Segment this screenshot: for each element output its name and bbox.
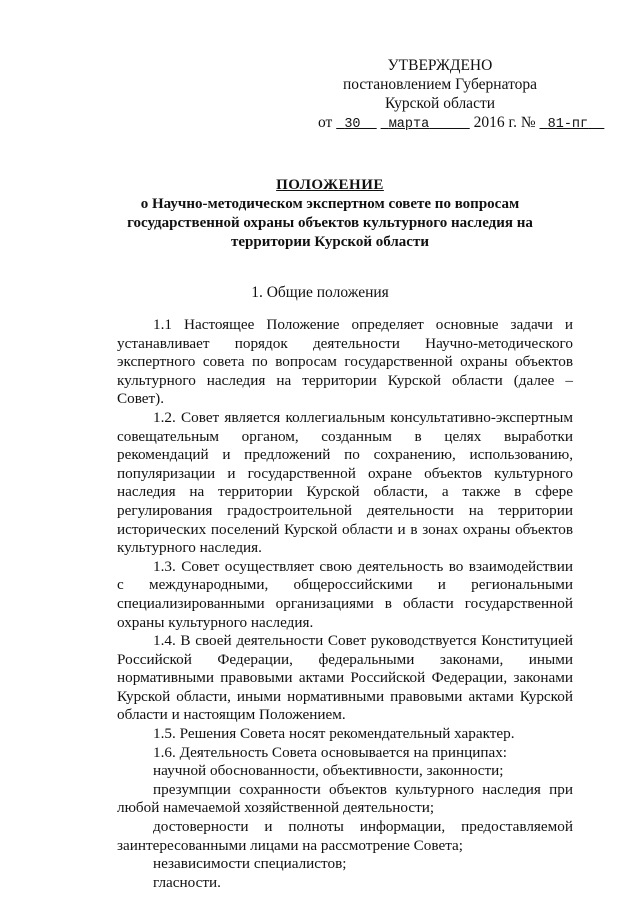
approval-decree: постановлением Губернатора <box>342 76 538 93</box>
principle-item: гласности. <box>153 873 221 891</box>
paragraph-1-5: 1.5. Решения Совета носят рекомендательный характер. <box>153 725 515 743</box>
decree-number: 81-пг <box>547 117 589 132</box>
document-title-block <box>100 176 560 252</box>
document-title: ПОЛОЖЕНИЕ <box>276 177 384 193</box>
paragraph-1-3: 1.3. Совет осуществляет свою деятельность во взаимодействии с международными, общероссийскими и региональными специализированными организациями в области государственной охраны культурного наследия. <box>117 557 573 631</box>
section-heading: 1. Общие положения <box>251 284 389 301</box>
document-body <box>117 316 573 892</box>
approval-label: УТВЕРЖДЕНО <box>387 57 493 74</box>
date-day: 30 <box>344 117 361 132</box>
principle-item: независимости специалистов; <box>153 855 347 873</box>
paragraph-1-1: 1.1 Настоящее Положение определяет основные задачи и устанавливает порядок деятельности Научно-методического экспертного совета по вопросам государственной охраны объектов культурного наследия на территории Курской области (далее – Совет). <box>117 316 573 408</box>
principle-item: презумпции сохранности объектов культурного наследия при любой намечаемой хозяйственной деятельности; <box>117 780 573 817</box>
date-year: 2016 г. № <box>473 114 536 131</box>
approval-date-line <box>300 113 589 134</box>
principle-item: достоверности и полноты информации, предоставляемой заинтересованными лицами на рассмотрение Совета; <box>117 818 573 854</box>
paragraph-1-4: 1.4. В своей деятельности Совет руководствуется Конституцией Российской Федерации, федеральными законами, иными нормативными правовыми актами Российской Федерации, законами Курской области, иными нормативными правовыми актами Курской области и настоящим Положением. <box>117 632 573 724</box>
paragraph-1-2: 1.2. Совет является коллегиальным консультативно-экспертным совещательным органом, созданным в целях выработки рекомендаций и предложений по сохранению, использованию, популяризации и государственной охране объектов культурного наследия на территории Курской области, а также в сфере регулирования градостроительной деятельности на территории исторических поселений Курской области и в зонах охраны объектов культурного наследия. <box>117 408 573 557</box>
approval-stamp <box>300 56 589 134</box>
document-subtitle: о Научно-методическом экспертном совете по вопросам государственной охраны объектов культурного наследия на территории Курской области <box>127 196 533 250</box>
principle-item: научной обоснованности, объективности, законности; <box>153 762 504 780</box>
date-prefix: от <box>318 114 333 131</box>
date-month: марта <box>388 117 430 132</box>
paragraph-1-6: 1.6. Деятельность Совета основывается на принципах: <box>153 743 508 761</box>
approval-region: Курской области <box>384 95 496 112</box>
